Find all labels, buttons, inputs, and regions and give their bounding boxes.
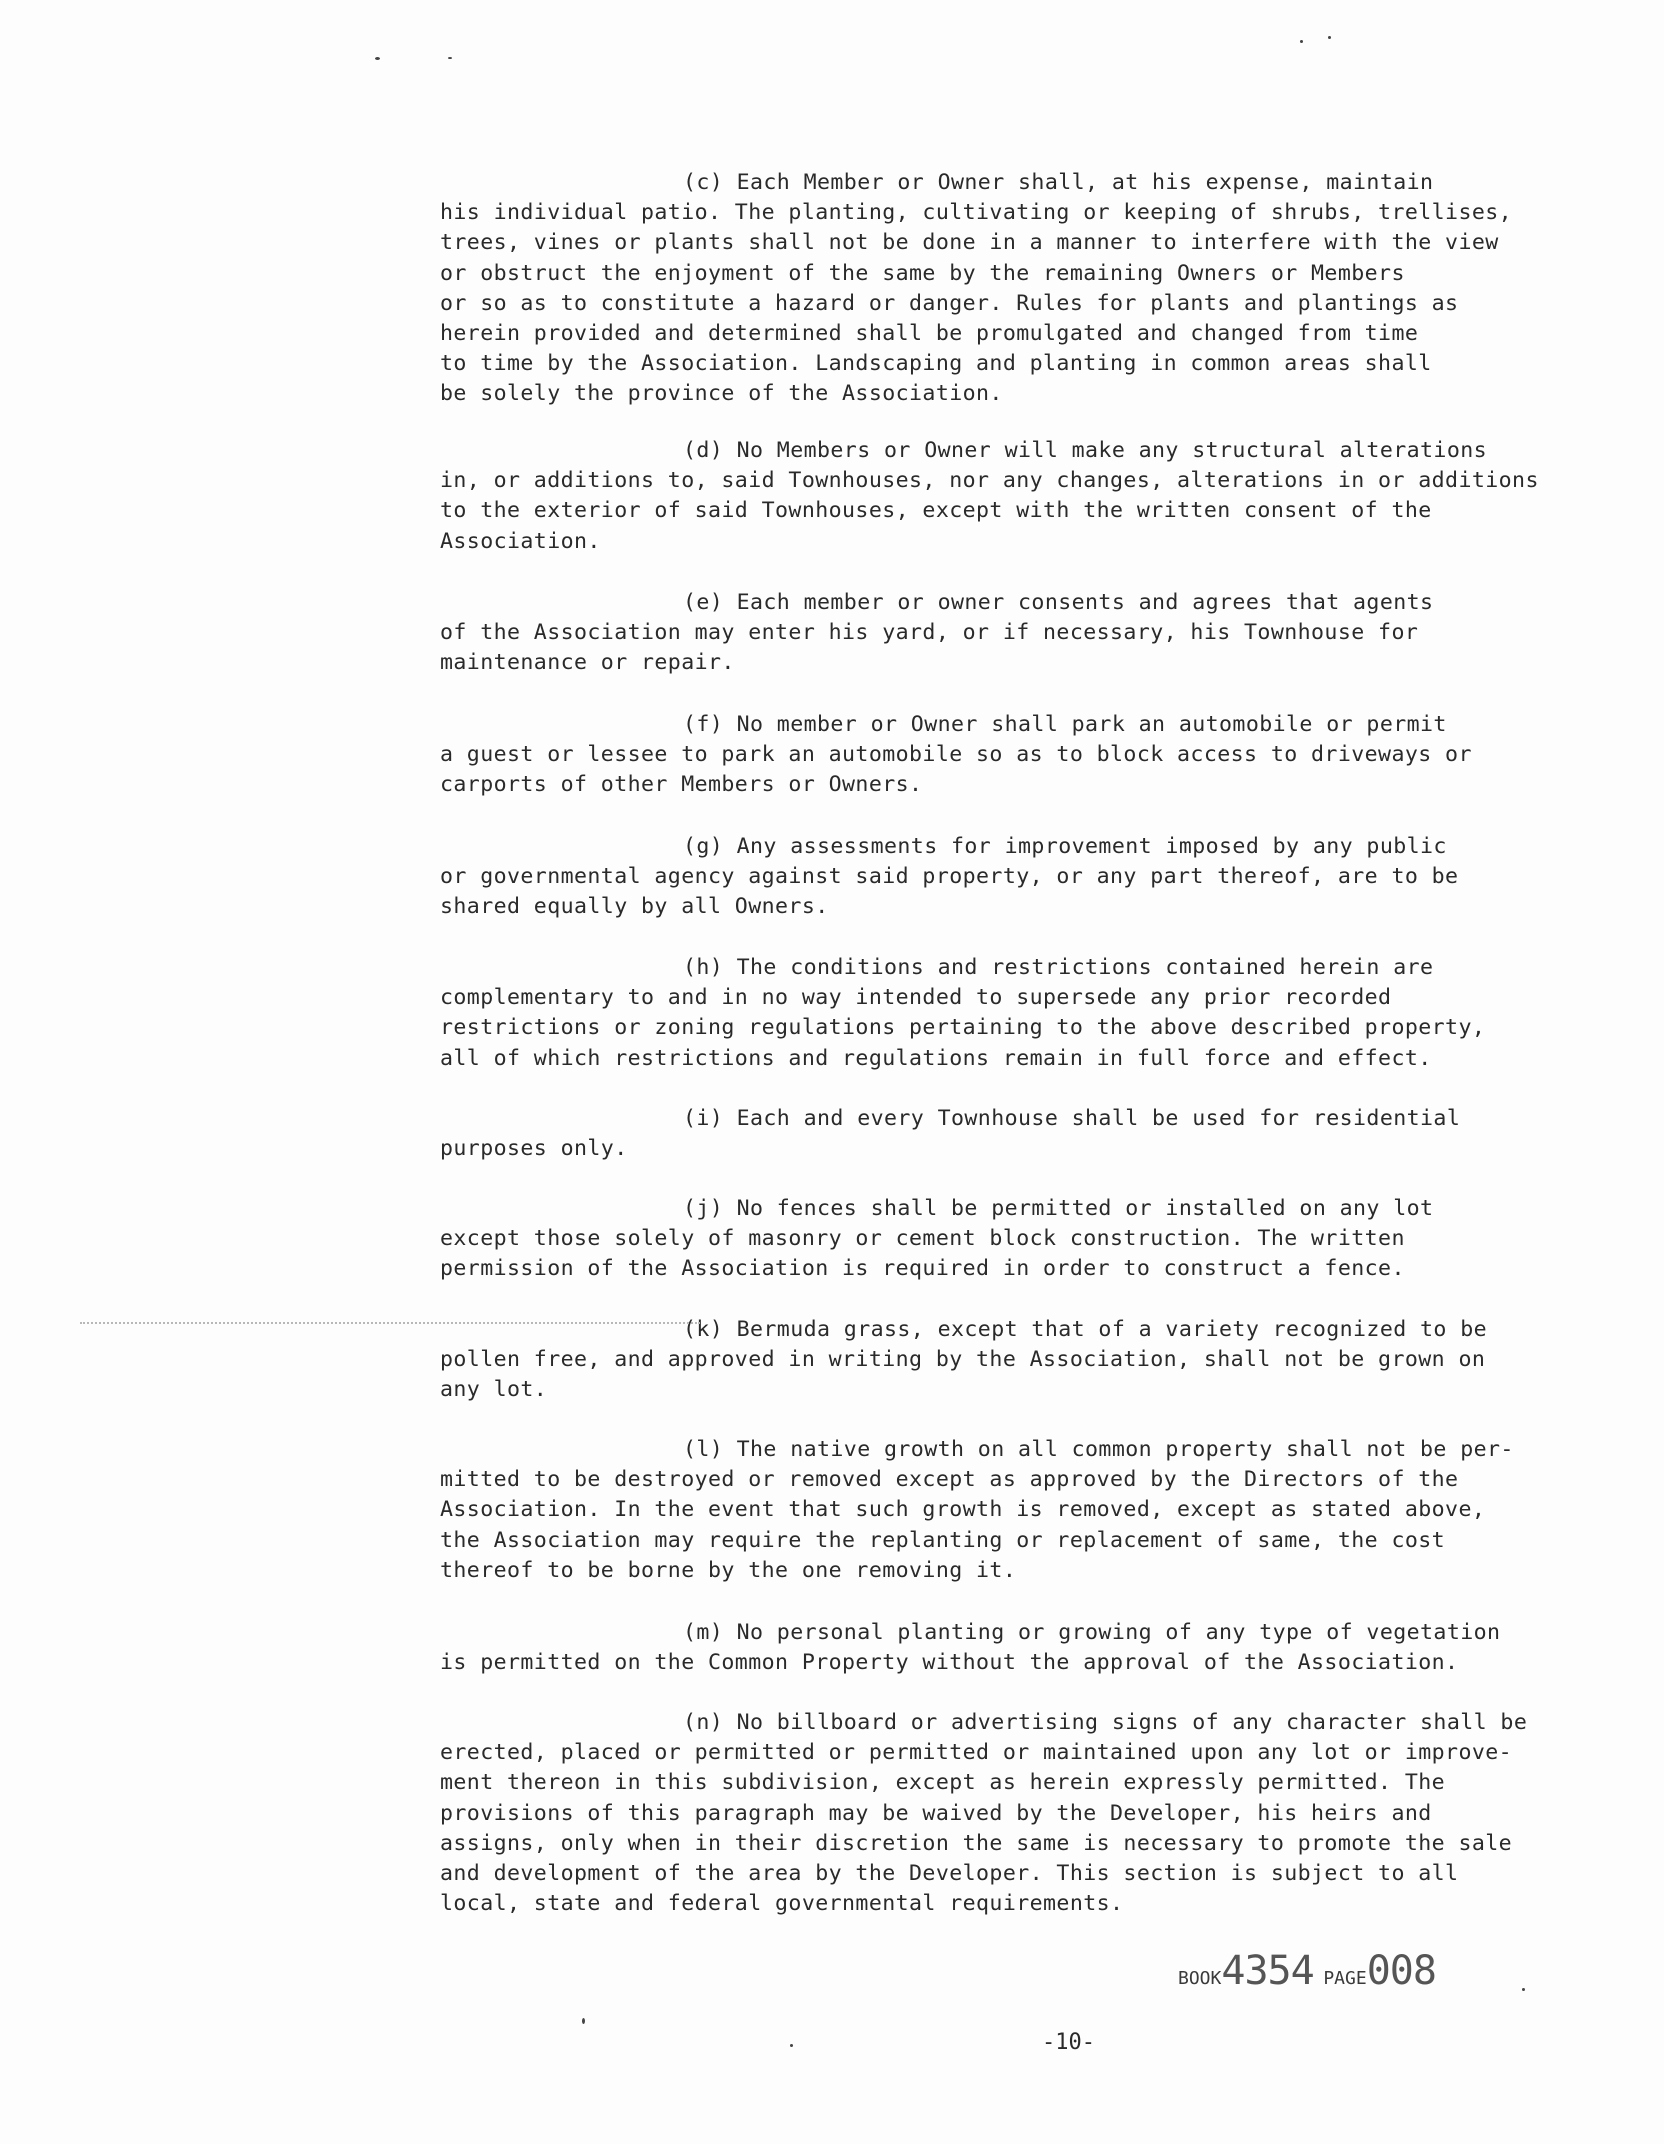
paragraph-line: mitted to be destroyed or removed except as approved by the Directors of the (440, 1467, 1459, 1493)
paragraph-line: the Association may require the replanting or replacement of same, the cost (440, 1527, 1446, 1553)
paragraph-line: to the exterior of said Townhouses, except with the written consent of the (440, 498, 1432, 524)
paragraph-line: or governmental agency against said property, or any part thereof, are to be (440, 864, 1459, 890)
paragraph-line: his individual patio. The planting, cultivating or keeping of shrubs, trellises, (440, 200, 1513, 226)
page-number: -10- (1042, 2030, 1095, 2055)
paragraph-line: trees, vines or plants shall not be done in a manner to interfere with the view (440, 230, 1499, 256)
paragraph-m (440, 1618, 1550, 1678)
paragraph-line: local, state and federal governmental requirements. (440, 1891, 1124, 1917)
paragraph-line: complementary to and in no way intended to supersede any prior recorded (440, 985, 1392, 1011)
scan-speck (448, 57, 452, 59)
paragraph-line: assigns, only when in their discretion the same is necessary to promote the sale (440, 1830, 1513, 1856)
paragraph-line: (f) No member or Owner shall park an automobile or permit (683, 712, 1447, 737)
paragraph-line: thereof to be borne by the one removing it. (440, 1557, 1017, 1583)
paragraph-line: Association. In the event that such growth is removed, except as stated above, (440, 1497, 1486, 1523)
paragraph-c (440, 168, 1550, 410)
paragraph-line: (g) Any assessments for improvement imposed by any public (683, 834, 1447, 859)
paragraph-j (440, 1194, 1550, 1285)
paragraph-e (440, 588, 1550, 679)
paragraph-line: (i) Each and every Townhouse shall be used for residential (683, 1106, 1461, 1131)
paragraph-line: a guest or lessee to park an automobile so as to block access to driveways or (440, 742, 1472, 768)
scan-speck (790, 2044, 793, 2047)
scan-speck (1328, 36, 1331, 39)
paragraph-line: of the Association may enter his yard, or if necessary, his Townhouse for (440, 620, 1419, 646)
paragraph-line: (e) Each member or owner consents and agrees that agents (683, 590, 1434, 615)
scan-speck (1522, 1988, 1525, 1991)
book-label: BOOK (1178, 1968, 1222, 1989)
paragraph-line: Association. (440, 528, 601, 554)
paragraph-line: carports of other Members or Owners. (440, 772, 923, 798)
paragraph-f (440, 710, 1550, 801)
paragraph-line: herein provided and determined shall be promulgated and changed from time (440, 321, 1419, 347)
paragraph-line: (j) No fences shall be permitted or installed on any lot (683, 1196, 1434, 1221)
paragraph-line: erected, placed or permitted or permitted or maintained upon any lot or improve- (440, 1740, 1513, 1766)
paragraph-line: ment thereon in this subdivision, except as herein expressly permitted. The (440, 1770, 1446, 1796)
paragraph-d (440, 436, 1550, 557)
paragraph-l (440, 1435, 1550, 1586)
book-page-stamp (1178, 1948, 1436, 1994)
book-number: 4354 (1221, 1948, 1314, 1994)
paragraph-line: or so as to constitute a hazard or danger. Rules for plants and plantings as (440, 290, 1459, 316)
paragraph-line: in, or additions to, said Townhouses, nor any changes, alterations in or additions (440, 468, 1539, 494)
scan-speck (1300, 40, 1303, 43)
paragraph-line: shared equally by all Owners. (440, 894, 829, 920)
paragraph-line: any lot. (440, 1377, 548, 1403)
paragraph-line: all of which restrictions and regulations remain in full force and effect. (440, 1045, 1432, 1071)
scan-dotted-rule (80, 1322, 700, 1324)
paragraph-line: or obstruct the enjoyment of the same by the remaining Owners or Members (440, 260, 1405, 286)
paragraph-line: permission of the Association is required in order to construct a fence. (440, 1256, 1405, 1282)
paragraph-line: (m) No personal planting or growing of any type of vegetation (683, 1620, 1501, 1645)
scan-speck (375, 57, 380, 60)
paragraph-line: (l) The native growth on all common property shall not be per- (683, 1437, 1514, 1462)
page-label: PAGE (1323, 1968, 1367, 1989)
paragraph-line: purposes only. (440, 1136, 628, 1162)
paragraph-line: (c) Each Member or Owner shall, at his expense, maintain (683, 170, 1434, 195)
paragraph-line: be solely the province of the Association. (440, 381, 1003, 407)
paragraph-n (440, 1708, 1550, 1919)
paragraph-line: pollen free, and approved in writing by the Association, shall not be grown on (440, 1347, 1486, 1373)
paragraph-line: (h) The conditions and restrictions contained herein are (683, 955, 1434, 980)
paragraph-h (440, 953, 1550, 1074)
paragraph-k (440, 1315, 1550, 1406)
paragraph-line: provisions of this paragraph may be waived by the Developer, his heirs and (440, 1800, 1432, 1826)
scan-speck (582, 2018, 585, 2024)
paragraph-line: (k) Bermuda grass, except that of a variety recognized to be (683, 1317, 1488, 1342)
paragraph-line: maintenance or repair. (440, 650, 735, 676)
paragraph-g (440, 832, 1550, 923)
paragraph-line: except those solely of masonry or cement block construction. The written (440, 1226, 1405, 1252)
paragraph-line: to time by the Association. Landscaping and planting in common areas shall (440, 351, 1432, 377)
paragraph-i (440, 1104, 1550, 1164)
paragraph-line: and development of the area by the Developer. This section is subject to all (440, 1861, 1459, 1887)
paragraph-line: is permitted on the Common Property without the approval of the Association. (440, 1650, 1459, 1676)
paragraph-line: restrictions or zoning regulations pertaining to the above described property, (440, 1015, 1486, 1041)
page-reference-number: 008 (1366, 1948, 1436, 1994)
paragraph-line: (d) No Members or Owner will make any structural alterations (683, 438, 1488, 463)
paragraph-line: (n) No billboard or advertising signs of any character shall be (683, 1710, 1528, 1735)
